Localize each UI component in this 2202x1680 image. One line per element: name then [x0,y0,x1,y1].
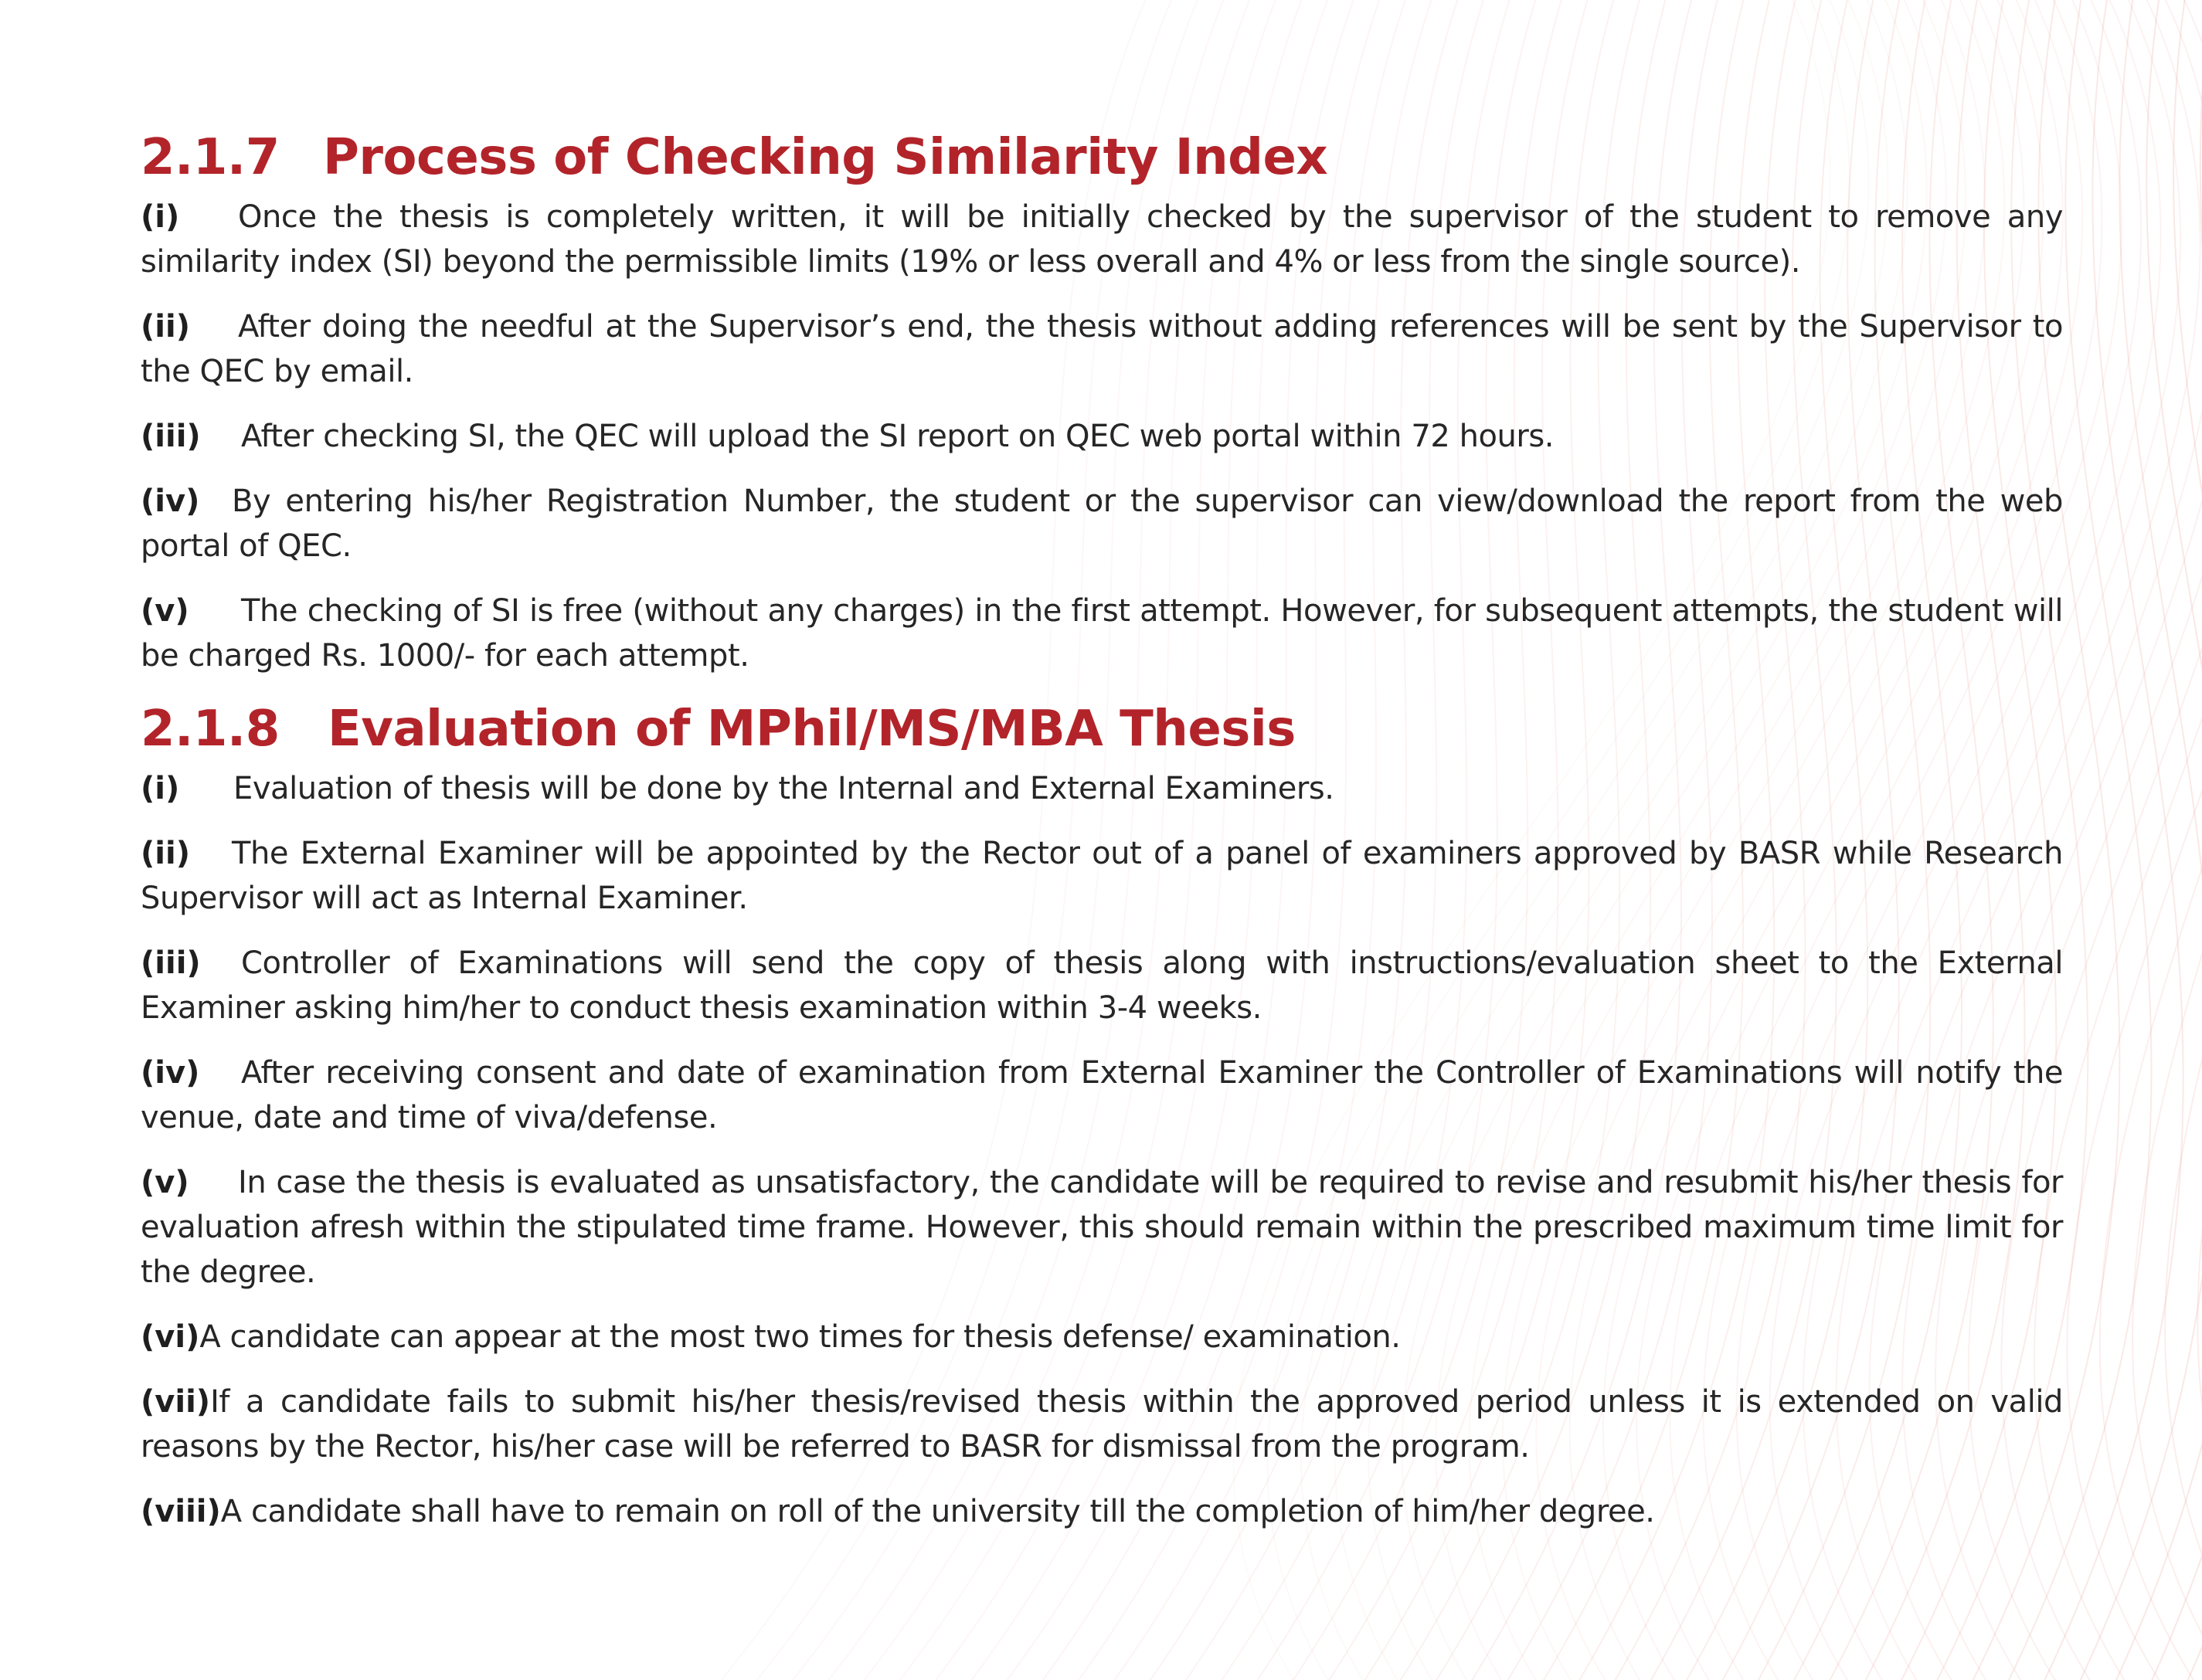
list-item-text: After receiving consent and date of examination from External Examiner the Controller of Examinations will notify the venue, date and time of viva/defense. [141,1055,2063,1135]
list-item [141,414,2063,459]
list-marker: (iii) [141,945,201,981]
list-item [141,1050,2063,1140]
list-marker: (iv) [141,1055,200,1091]
background-wave-line [2067,0,2202,1680]
list-item-text: After checking SI, the QEC will upload the SI report on QEC web portal within 72 hours. [241,419,1555,454]
list-item [141,479,2063,568]
section-heading-2-1-7 [141,124,2063,192]
list-marker: (vii) [141,1384,211,1420]
list-item-text: Once the thesis is completely written, it will be initially checked by the supervisor of the student to remove any similarity index (SI) beyond the permissible limits (19% or less overall and 4% or less from the single source). [141,199,2063,280]
list-item-text: Controller of Examinations will send the copy of thesis along with instructions/evaluation sheet to the External Examiner asking him/her to conduct thesis examination within 3-4 weeks. [141,945,2063,1026]
list-item [141,1315,2063,1359]
list-marker: (iv) [141,484,200,519]
list-item [141,831,2063,921]
list-item-text: The checking of SI is free (without any charges) in the first attempt. However, for subsequent attempts, the student will be charged Rs. 1000/- for each attempt. [141,593,2063,674]
section-title: Evaluation of MPhil/MS/MBA Thesis [328,701,1296,758]
section-2-1-8 [141,695,2063,1534]
list-item [141,1489,2063,1534]
list-item-text: By entering his/her Registration Number, the student or the supervisor can view/download the report from the web portal of QEC. [141,484,2063,564]
list-item [141,589,2063,678]
list-item-text: In case the thesis is evaluated as unsatisfactory, the candidate will be required to revise and resubmit his/her thesis for evaluation afresh within the stipulated time frame. However, this should remain within the prescribed maximum time limit for the degree. [141,1165,2063,1290]
list-marker: (v) [141,1165,189,1200]
list-marker: (v) [141,593,189,629]
list-item [141,941,2063,1030]
section-number: 2.1.7 [141,129,280,186]
list-item-text: A candidate can appear at the most two times for thesis defense/ examination. [199,1319,1401,1355]
background-wave-line [2065,0,2202,1680]
list-marker: (viii) [141,1494,221,1529]
list-item [141,304,2063,394]
list-marker: (vi) [141,1319,200,1355]
list-marker: (ii) [141,309,190,344]
list-marker: (i) [141,199,180,235]
list-item-text: After doing the needful at the Supervisor’s end, the thesis without adding references will be sent by the Supervisor to the QEC by email. [141,309,2063,389]
list-item-text: Evaluation of thesis will be done by the Internal and External Examiners. [233,771,1334,806]
background-wave-line [2102,0,2202,1680]
background-wave-line [2165,0,2202,1680]
section-heading-2-1-8 [141,695,2063,763]
list-item [141,766,2063,811]
background-wave-line [2138,0,2202,1680]
list-item [141,195,2063,284]
list-item-text: The External Examiner will be appointed by the Rector out of a panel of examiners approved by BASR while Research Supervisor will act as Internal Examiner. [141,836,2063,916]
list-item-text: A candidate shall have to remain on roll of the university till the completion of him/her degree. [220,1494,1655,1529]
list-item-text: If a candidate fails to submit his/her thesis/revised thesis within the approved period unless it is extended on valid reasons by the Rector, his/her case will be referred to BASR for dismissal from the program. [141,1384,2063,1464]
page-content [141,124,2063,1554]
list-item [141,1160,2063,1295]
list-item [141,1380,2063,1469]
section-title: Process of Checking Similarity Index [323,129,1328,186]
list-marker: (ii) [141,836,190,871]
section-number: 2.1.8 [141,701,280,758]
list-marker: (iii) [141,419,201,454]
list-marker: (i) [141,771,180,806]
background-wave-line [2100,0,2202,1680]
